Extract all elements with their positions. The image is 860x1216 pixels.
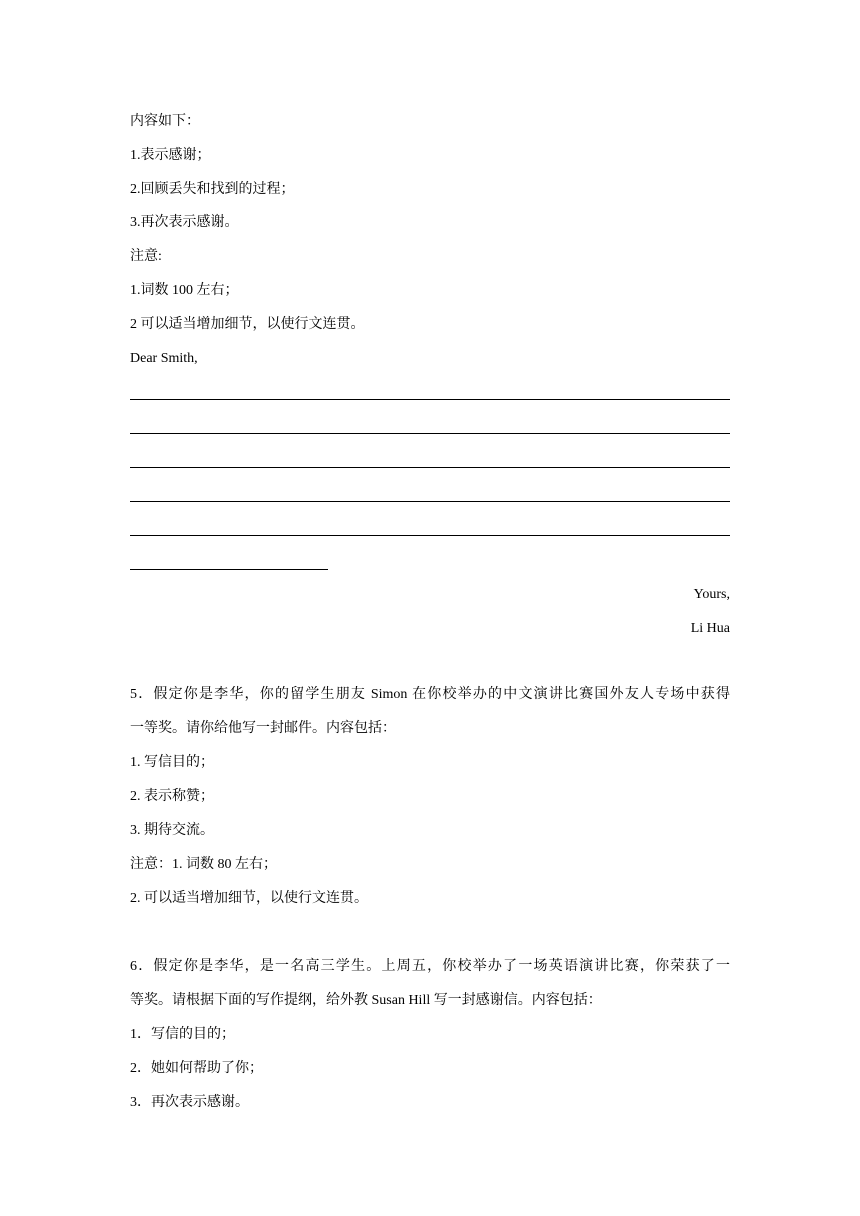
note-label: 注意: [130,249,162,264]
writing-line-4 [130,501,730,502]
question-5-note-1: 注意：1. 词数 80 左右； [130,857,277,872]
letter-signature: Li Hua [690,621,730,636]
question-5-prompt-line-1: 5．假定你是李华，你的留学生朋友 Simon 在你校举办的中文演讲比赛国外友人专场中获得 [130,687,730,702]
question-6-item-2: 2．她如何帮助了你； [130,1061,263,1076]
writing-line-1 [130,399,730,400]
question-5-item-2: 2. 表示称赞； [130,789,214,804]
question-6-prompt-line-1: 6．假定你是李华，是一名高三学生。上周五，你校举办了一场英语演讲比赛，你荣获了一 [130,959,730,974]
question-5-prompt-line-2: 一等奖。请你给他写一封邮件。内容包括： [130,721,396,736]
question-6-item-1: 1．写信的目的； [130,1027,235,1042]
content-item-1: 1.表示感谢； [130,148,211,163]
question-6-prompt-line-2: 等奖。请根据下面的写作提纲，给外教 Susan Hill 写一封感谢信。内容包括： [130,993,602,1008]
question-5-item-3: 3. 期待交流。 [130,823,214,838]
content-intro: 内容如下： [130,114,200,129]
writing-line-6 [130,569,328,570]
note-item-1: 1.词数 100 左右； [130,283,239,298]
question-5-item-1: 1. 写信目的； [130,755,214,770]
content-item-2: 2.回顾丢失和找到的过程； [130,182,295,197]
writing-line-2 [130,433,730,434]
writing-line-5 [130,535,730,536]
question-5-note-2: 2. 可以适当增加细节，以使行文连贯。 [130,891,368,906]
letter-salutation: Dear Smith, [130,351,198,366]
question-6-item-3: 3．再次表示感谢。 [130,1095,249,1110]
content-item-3: 3.再次表示感谢。 [130,215,239,230]
letter-closing: Yours, [693,587,730,602]
note-item-2: 2 可以适当增加细节，以使行文连贯。 [130,317,365,332]
writing-line-3 [130,467,730,468]
